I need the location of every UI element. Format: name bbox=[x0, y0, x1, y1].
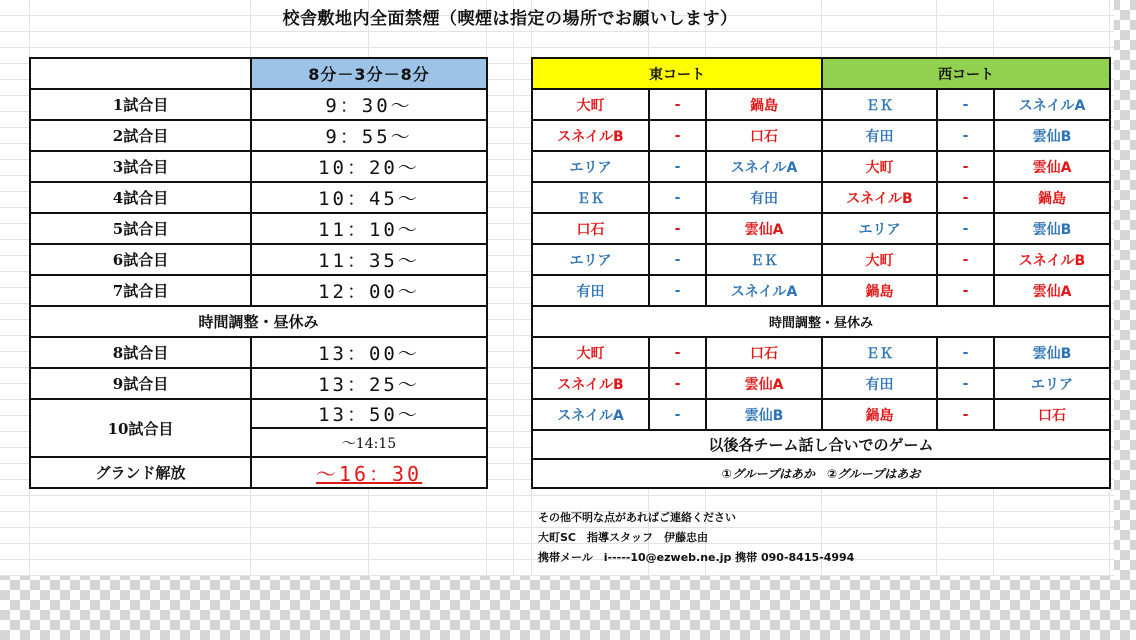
team-name: 鍋島 bbox=[822, 399, 937, 430]
match-label: 5試合目 bbox=[30, 213, 251, 244]
team-name: スネイルB bbox=[532, 368, 649, 399]
team-name: エリア bbox=[532, 151, 649, 182]
vs-dash: - bbox=[649, 182, 706, 213]
team-name: 雲仙B bbox=[994, 213, 1110, 244]
table-row bbox=[532, 151, 1110, 182]
team-name: 雲仙B bbox=[994, 337, 1110, 368]
vs-dash: - bbox=[649, 213, 706, 244]
vs-dash: - bbox=[649, 244, 706, 275]
table-row bbox=[30, 89, 487, 120]
contact-line: 大町SC 指導スタッフ 伊藤忠由 bbox=[538, 531, 708, 544]
team-name: 鍋島 bbox=[706, 89, 822, 120]
table-row bbox=[532, 120, 1110, 151]
vs-dash: - bbox=[649, 275, 706, 306]
vs-dash: - bbox=[649, 151, 706, 182]
corner-cell bbox=[30, 58, 251, 89]
table-row bbox=[532, 399, 1110, 430]
vs-dash: - bbox=[649, 337, 706, 368]
match-label: 7試合目 bbox=[30, 275, 251, 306]
table-row bbox=[30, 244, 487, 275]
team-name: 口石 bbox=[706, 337, 822, 368]
match-time: 11：35～ bbox=[251, 244, 487, 275]
team-name: 有田 bbox=[822, 368, 937, 399]
format-header: 8分－3分－8分 bbox=[251, 58, 487, 89]
match-label: 2試合目 bbox=[30, 120, 251, 151]
grand-time: ～16：30 bbox=[251, 457, 487, 488]
free-play-note: 以後各チーム話し合いでのゲーム bbox=[532, 430, 1110, 459]
match-time: 13：25～ bbox=[251, 368, 487, 399]
match-label: 8試合目 bbox=[30, 337, 251, 368]
group-color-note: ①グループはあか ②グループはあお bbox=[532, 459, 1110, 488]
team-name: スネイルA bbox=[706, 151, 822, 182]
table-row bbox=[532, 337, 1110, 368]
team-name: 大町 bbox=[822, 244, 937, 275]
team-name: エリア bbox=[532, 244, 649, 275]
table-row bbox=[30, 337, 487, 368]
vs-dash: - bbox=[937, 337, 994, 368]
team-name: スネイルA bbox=[532, 399, 649, 430]
team-name: 口石 bbox=[706, 120, 822, 151]
team-name: 大町 bbox=[822, 151, 937, 182]
vs-dash: - bbox=[649, 399, 706, 430]
vs-dash: - bbox=[937, 151, 994, 182]
table-row bbox=[30, 120, 487, 151]
west-court-header: 西コート bbox=[822, 58, 1110, 89]
table-row bbox=[532, 275, 1110, 306]
contact-info bbox=[538, 508, 1098, 568]
vs-dash: - bbox=[649, 89, 706, 120]
vs-dash: - bbox=[937, 213, 994, 244]
vs-dash: - bbox=[937, 399, 994, 430]
team-name: 大町 bbox=[532, 337, 649, 368]
contact-line: 携帯メール i-----10@ezweb.ne.jp 携帯 090-8415-4994 bbox=[538, 551, 855, 564]
matches-after-break bbox=[532, 337, 1110, 430]
match-label: 10試合目 bbox=[30, 399, 251, 457]
team-name: エリア bbox=[822, 213, 937, 244]
team-name: 雲仙A bbox=[994, 275, 1110, 306]
team-name: 鍋島 bbox=[994, 182, 1110, 213]
match-time: 13：00～ bbox=[251, 337, 487, 368]
table-row bbox=[532, 89, 1110, 120]
team-name: 口石 bbox=[994, 399, 1110, 430]
table-row bbox=[532, 58, 1110, 89]
matches-before-break bbox=[532, 89, 1110, 306]
team-name: エリア bbox=[994, 368, 1110, 399]
match-time: 9：30～ bbox=[251, 89, 487, 120]
team-name: スネイルB bbox=[532, 120, 649, 151]
team-name: 有田 bbox=[532, 275, 649, 306]
team-name: ＥＫ bbox=[822, 337, 937, 368]
contact-line: その他不明な点があればご連絡ください bbox=[538, 511, 736, 524]
vs-dash: - bbox=[937, 120, 994, 151]
match-time: 10：20～ bbox=[251, 151, 487, 182]
vs-dash: - bbox=[937, 89, 994, 120]
table-row bbox=[30, 213, 487, 244]
match-time: 12：00～ bbox=[251, 275, 487, 306]
east-court-header: 東コート bbox=[532, 58, 822, 89]
match-time: 9：55～ bbox=[251, 120, 487, 151]
match-time: 13：50～ bbox=[251, 399, 487, 428]
grid-line bbox=[513, 0, 514, 576]
table-row bbox=[30, 457, 487, 488]
team-name: 雲仙B bbox=[994, 120, 1110, 151]
team-name: スネイルB bbox=[822, 182, 937, 213]
grand-label: グランド解放 bbox=[30, 457, 251, 488]
table-row bbox=[30, 275, 487, 306]
match-label: 6試合目 bbox=[30, 244, 251, 275]
team-name: ＥＫ bbox=[822, 89, 937, 120]
team-name: 鍋島 bbox=[822, 275, 937, 306]
vs-dash: - bbox=[937, 244, 994, 275]
vs-dash: - bbox=[649, 368, 706, 399]
table-row bbox=[532, 182, 1110, 213]
match-time: 10：45～ bbox=[251, 182, 487, 213]
table-row bbox=[532, 459, 1110, 488]
schedule-table bbox=[29, 57, 488, 489]
vs-dash: - bbox=[937, 368, 994, 399]
team-name: スネイルA bbox=[706, 275, 822, 306]
end-time: ～14:15 bbox=[251, 428, 487, 457]
break-label: 時間調整・昼休み bbox=[30, 306, 487, 337]
table-row bbox=[532, 306, 1110, 337]
table-row bbox=[30, 151, 487, 182]
table-row bbox=[30, 182, 487, 213]
table-row bbox=[30, 368, 487, 399]
table-row bbox=[532, 368, 1110, 399]
team-name: ＥＫ bbox=[706, 244, 822, 275]
table-row bbox=[30, 306, 487, 337]
team-name: 雲仙A bbox=[706, 213, 822, 244]
team-name: スネイルB bbox=[994, 244, 1110, 275]
vs-dash: - bbox=[937, 182, 994, 213]
team-name: 大町 bbox=[532, 89, 649, 120]
match-label: 1試合目 bbox=[30, 89, 251, 120]
courts-table bbox=[531, 57, 1111, 489]
table-row bbox=[30, 58, 487, 89]
team-name: 口石 bbox=[532, 213, 649, 244]
team-name: 雲仙A bbox=[706, 368, 822, 399]
team-name: 雲仙B bbox=[706, 399, 822, 430]
team-name: スネイルA bbox=[994, 89, 1110, 120]
table-row bbox=[30, 399, 487, 428]
vs-dash: - bbox=[649, 120, 706, 151]
table-row bbox=[532, 244, 1110, 275]
table-row bbox=[532, 213, 1110, 244]
team-name: ＥＫ bbox=[532, 182, 649, 213]
team-name: 雲仙A bbox=[994, 151, 1110, 182]
match-label: 4試合目 bbox=[30, 182, 251, 213]
page-title: 校舎敷地内全面禁煙（喫煙は指定の場所でお願いします） bbox=[282, 9, 738, 29]
match-label: 9試合目 bbox=[30, 368, 251, 399]
team-name: 有田 bbox=[822, 120, 937, 151]
break-label: 時間調整・昼休み bbox=[532, 306, 1110, 337]
vs-dash: - bbox=[937, 275, 994, 306]
match-label: 3試合目 bbox=[30, 151, 251, 182]
table-row bbox=[532, 430, 1110, 459]
team-name: 有田 bbox=[706, 182, 822, 213]
match-time: 11：10～ bbox=[251, 213, 487, 244]
